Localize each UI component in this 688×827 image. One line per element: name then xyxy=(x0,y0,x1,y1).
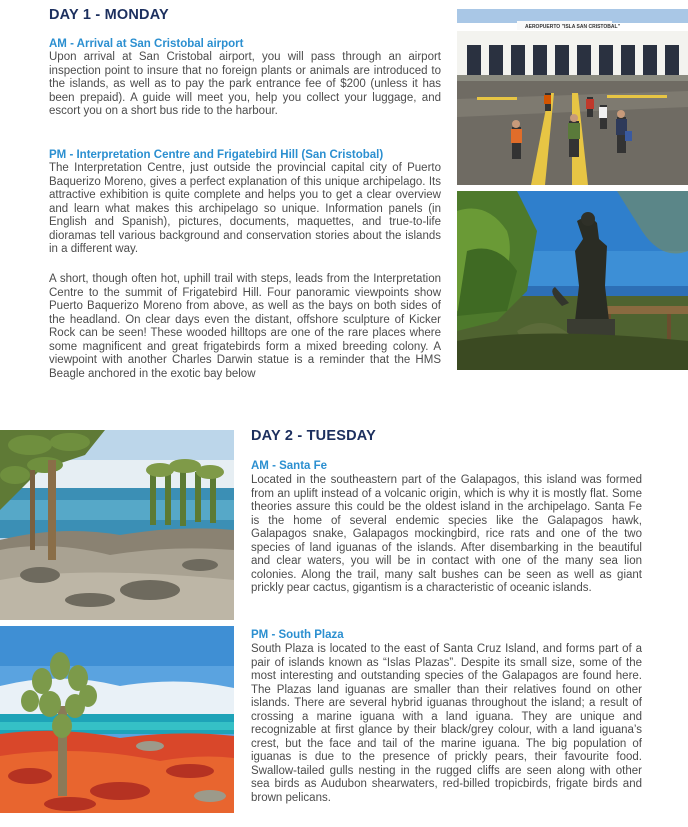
day1-heading: DAY 1 - MONDAY xyxy=(49,7,169,23)
day2-pm-text: South Plaza is located to the east of Santa Cruz Island, and forms part of a pair of islands known as “Islas Plazas”. Despite its small size, some of the most interesting and outstanding species of the Galapagos are found here. The Plazas land iguanas are smaller than their relatives found on other islands. There are several hybrid iguanas throughout the island; a result of crossing a marine iguana with a land iguana. They are unique and recognizable at first glance by their black/grey colour, with a land iguana’s crest, but the face and tail of the marine iguana. The big population of iguanas is due to the presence of prickly pears, their favourite food. Swallow-tailed gulls nesting in the rugged cliffs are seen along with other sea birds as Audubon shearwaters, red-billed tropicbirds, frigate birds and brown pelicans. xyxy=(251,643,642,804)
airport-sign-text: AEROPUERTO "ISLA SAN CRISTOBAL" xyxy=(525,24,620,30)
south-plaza-photo xyxy=(0,626,234,813)
day1-pm-text-1: The Interpretation Centre, just outside the provincial capital city of Puerto Baquerizo Moreno, gives a perfect explanation of this unique archipelago. Its attractive exhibition is quite complete and helps you to get a clear overview and learn what makes this archipelago so unique. Information panels (in English and Spanish), pictures, documents, maquettes, and true-to-life dioramas tell various background and conservation stories about the islands in a different way. xyxy=(49,162,441,255)
day1-am-text: Upon arrival at San Cristobal airport, you will pass through an airport inspection point to insure that no foreign plants or animals are introduced to the islands, as well as to pay the park entrance fee of $200 (unless it has been prepaid). A guide will meet you, help you collect your luggage, and escort you on a short bus ride to the harbour. xyxy=(49,51,441,117)
airport-photo xyxy=(457,9,688,185)
day2-am-title: AM - Santa Fe xyxy=(251,460,328,472)
day2-heading: DAY 2 - TUESDAY xyxy=(251,428,376,444)
day1-pm-title: PM - Interpretation Centre and Frigatebird Hill (San Cristobal) xyxy=(49,149,384,161)
darwin-statue-photo xyxy=(457,191,688,370)
day1-am-title: AM - Arrival at San Cristobal airport xyxy=(49,38,244,50)
santa-fe-photo xyxy=(0,430,234,620)
day2-am-text: Located in the southeastern part of the Galapagos, this island was formed from an uplift instead of a volcanic origin, which is why it is mostly flat. Some theories assure this could be the oldest island in the archipelago. Santa Fe is the home of several endemic species like the Galapagos hawk, Galapagos snake, Galapagos mockingbird, rice rats and one of the two species of land iguanas of the islands. After disembarking in the beautiful and clear waters, you will be in contact with one of the many sea lion colonies. Along the trail, many salt bushes can be seen as well as giant prickly pear cactus, gigantism is a characteristic of oceanic islands. xyxy=(251,474,642,594)
day1-pm-text-2: A short, though often hot, uphill trail with steps, leads from the Interpretation Centre to the summit of Frigatebird Hill. Four panoramic viewpoints show Puerto Baquerizo Moreno from above, as well as the bays on both sides of the headland. On clear days even the distant, offshore sculpture of Kicker Rock can be seen! These wooded hilltops are one of the rare places where some magnificent and great frigatebirds form a mixed breeding colony. A viewpoint with another Charles Darwin statue is a reminder that the HMS Beagle anchored in the exotic bay below xyxy=(49,273,441,380)
day2-pm-title: PM - South Plaza xyxy=(251,629,344,641)
